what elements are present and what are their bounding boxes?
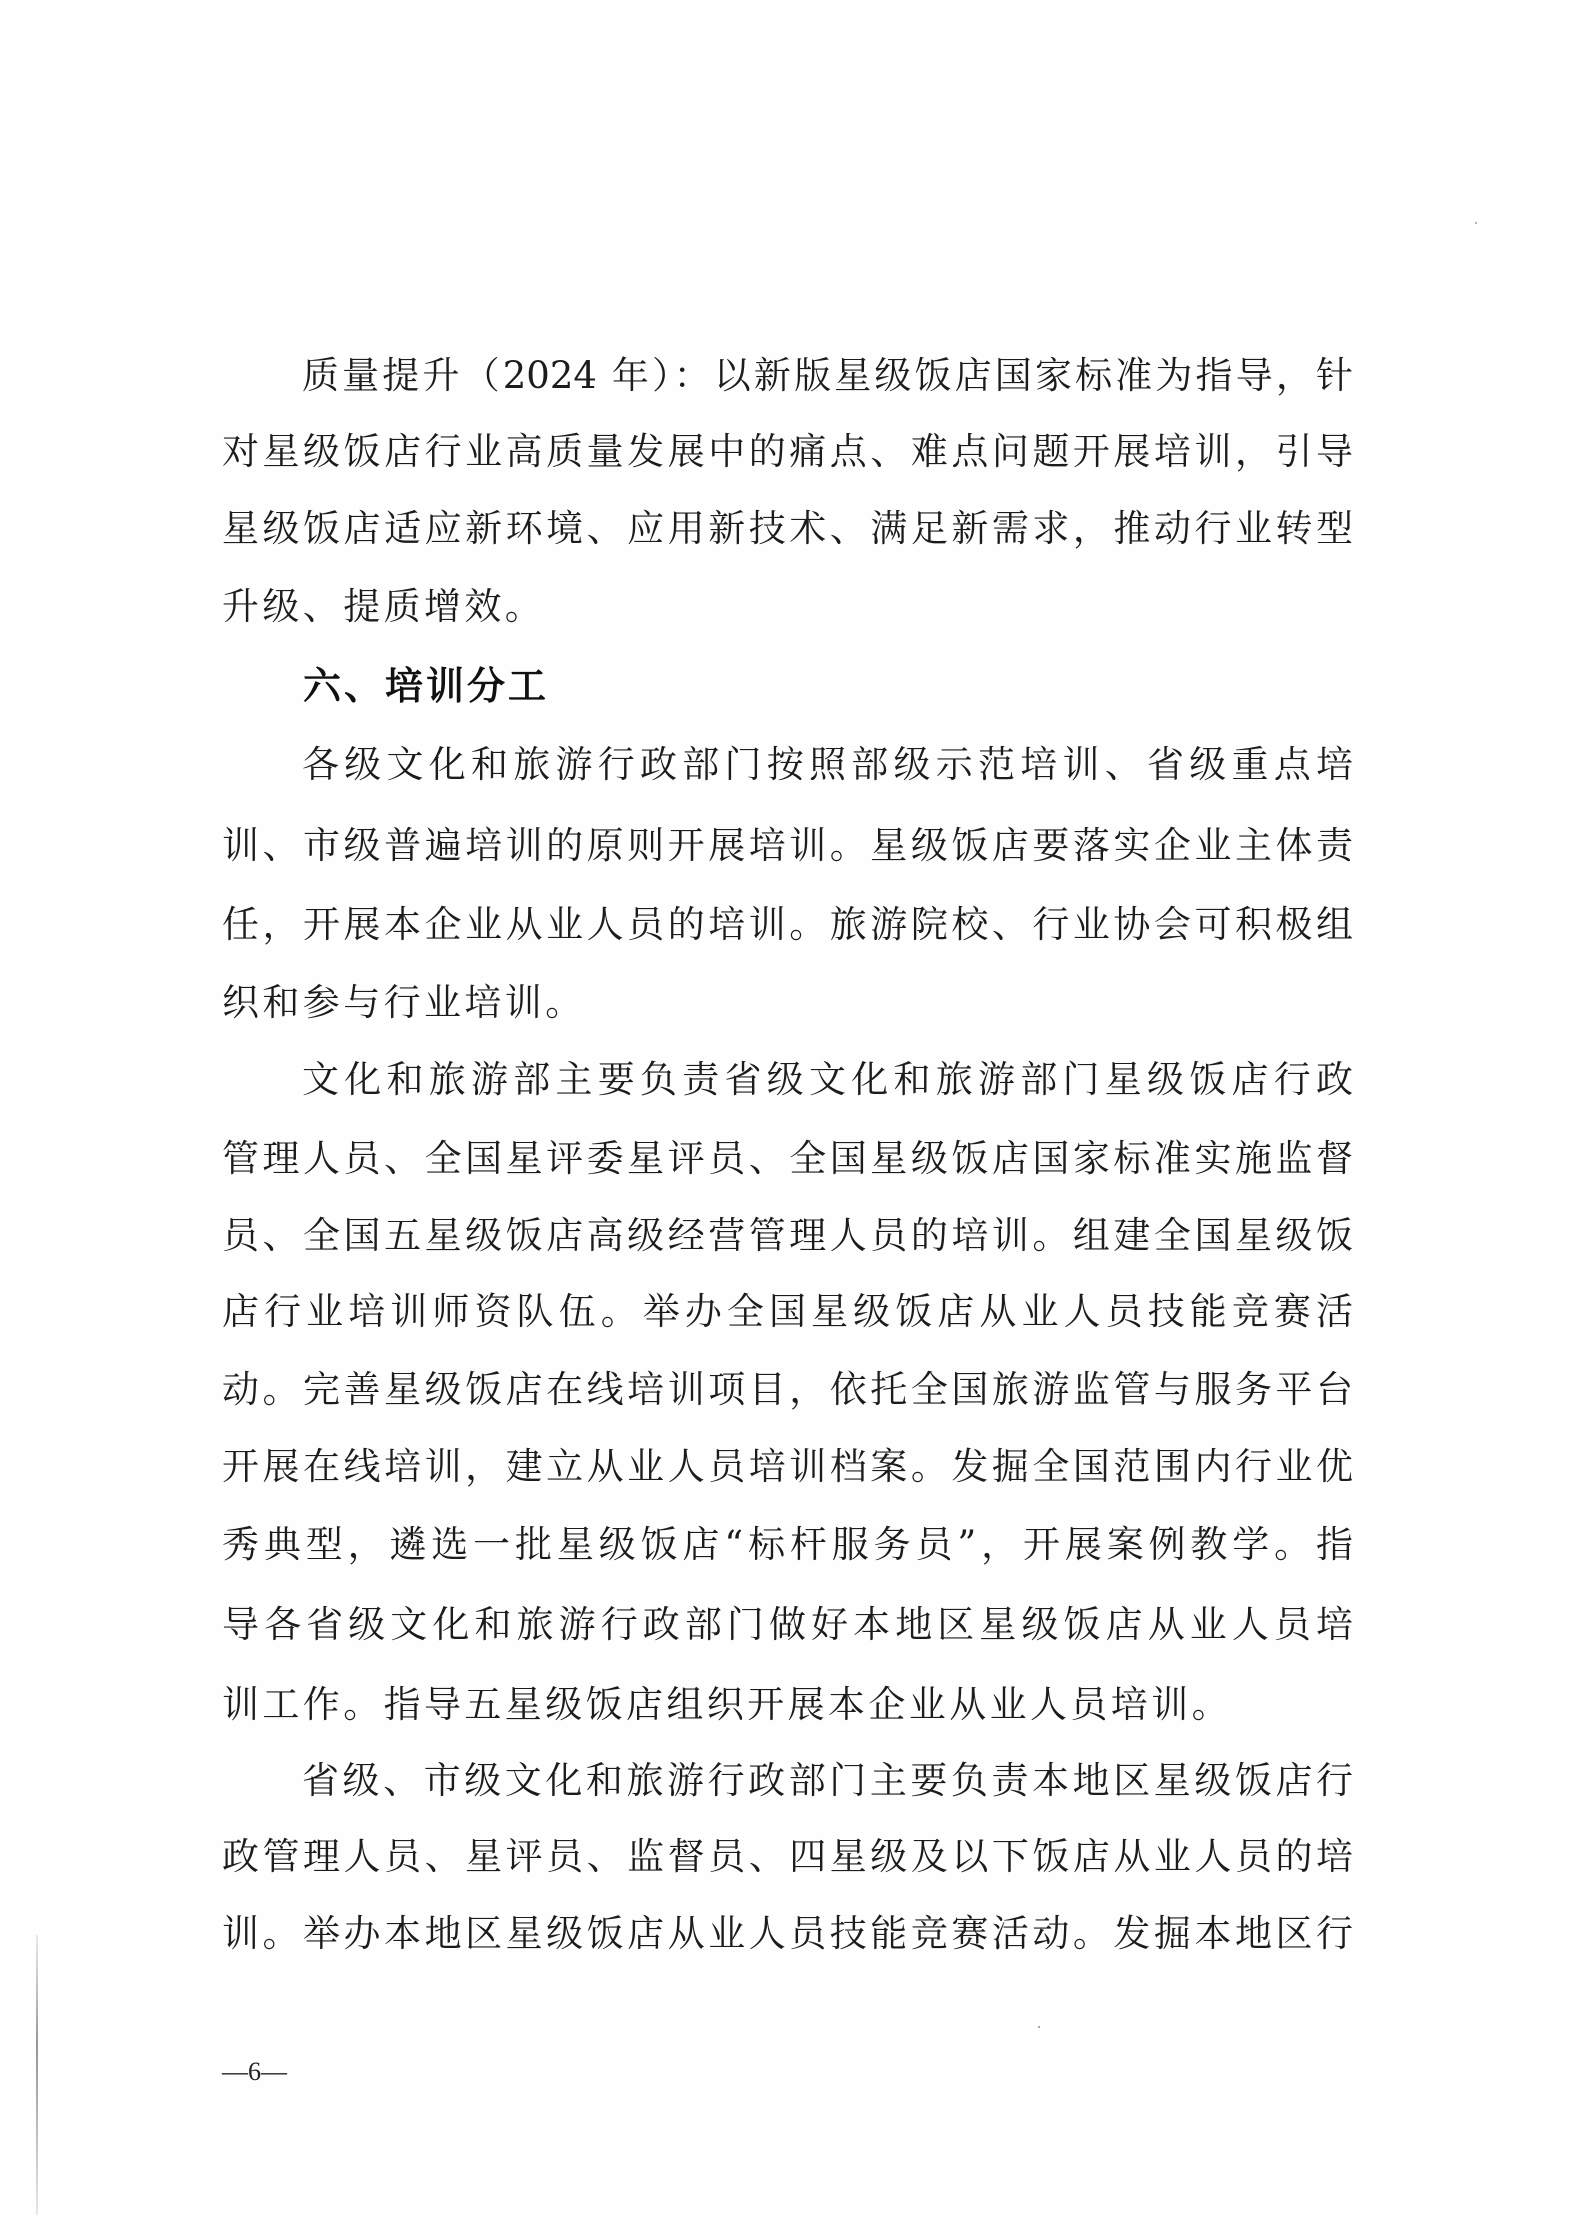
text-line: 星级饭店适应新环境、应用新技术、满足新需求，推动行业转型 (222, 507, 1353, 550)
text-line: 任，开展本企业从业人员的培训。旅游院校、行业协会可积极组 (222, 903, 1353, 946)
text-line: 省级、市级文化和旅游行政部门主要负责本地区星级饭店行 (302, 1759, 1353, 1802)
text-line: 动。完善星级饭店在线培训项目，依托全国旅游监管与服务平台 (222, 1368, 1353, 1411)
page-number: —6— (222, 2057, 287, 2086)
text-line: 织和参与行业培训。 (222, 981, 586, 1024)
text-line: 对星级饭店行业高质量发展中的痛点、难点问题开展培训，引导 (222, 430, 1353, 473)
text-line: 训。举办本地区星级饭店从业人员技能竞赛活动。发掘本地区行 (222, 1912, 1353, 1955)
scan-artifact-line (36, 1935, 38, 2215)
text-line: 质量提升（2024 年）：以新版星级饭店国家标准为指导，针 (302, 354, 1353, 397)
text-line: 店行业培训师资队伍。举办全国星级饭店从业人员技能竞赛活 (222, 1290, 1353, 1333)
text-line: 升级、提质增效。 (222, 585, 546, 628)
text-line: 各级文化和旅游行政部门按照部级示范培训、省级重点培 (302, 743, 1353, 786)
text-line: 管理人员、全国星评委星评员、全国星级饭店国家标准实施监督 (222, 1137, 1353, 1180)
text-line: 训工作。指导五星级饭店组织开展本企业从业人员培训。 (222, 1683, 1232, 1726)
section-heading: 六、培训分工 (303, 664, 550, 708)
scan-artifact-speck (1038, 2026, 1040, 2028)
text-line: 开展在线培训，建立从业人员培训档案。发掘全国范围内行业优 (222, 1445, 1353, 1488)
text-line: 员、全国五星级饭店高级经营管理人员的培训。组建全国星级饭 (222, 1214, 1353, 1257)
text-line: 导各省级文化和旅游行政部门做好本地区星级饭店从业人员培 (222, 1603, 1353, 1646)
scan-artifact-speck (1475, 222, 1477, 224)
text-line: 训、市级普遍培训的原则开展培训。星级饭店要落实企业主体责 (222, 824, 1353, 867)
text-line: 文化和旅游部主要负责省级文化和旅游部门星级饭店行政 (302, 1058, 1353, 1101)
text-line: 政管理人员、星评员、监督员、四星级及以下饭店从业人员的培 (222, 1835, 1353, 1878)
text-line: 秀典型，遴选一批星级饭店“标杆服务员”，开展案例教学。指 (222, 1523, 1353, 1566)
